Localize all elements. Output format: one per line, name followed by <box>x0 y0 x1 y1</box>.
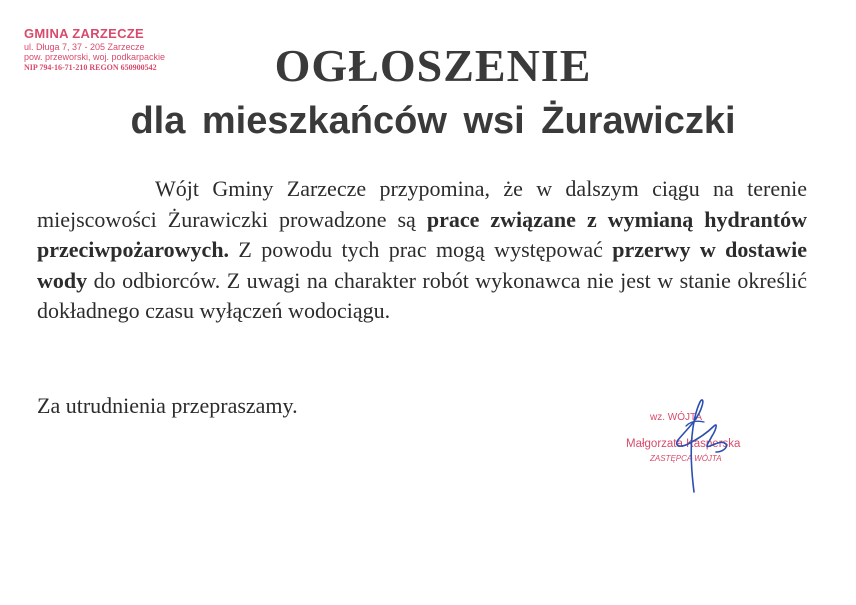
body-bold-interruptions: przerwy w dostawie wody <box>37 237 807 293</box>
handwritten-signature <box>656 396 736 496</box>
body-text-part-3: do odbiorców. Z uwagi na charakter robót wykonawca nie jest w stanie określić dokładnego czasu wyłączeń wodociągu. <box>37 267 807 323</box>
body-text-part-1: Wójt Gminy Zarzecze przypomina, że w dalszym ciągu na terenie miejscowości Żurawiczki prowadzone są <box>37 176 807 232</box>
notice-subtitle: dla mieszkańców wsi Żurawiczki <box>130 100 736 142</box>
body-text-part-2: Z powodu tych prac mogą występować <box>229 237 613 262</box>
body-bold-works: prace związane z wymianą hydrantów przeciwpożarowych. <box>37 206 807 262</box>
stamp-registry: NIP 794-16-71-210 REGON 650900542 <box>24 63 157 72</box>
notice-title: OGŁOSZENIE <box>274 40 592 91</box>
closing-line: Za utrudnienia przepraszamy. <box>37 393 298 418</box>
stamp-region: pow. przeworski, woj. podkarpackie <box>24 52 166 62</box>
stamp-address: ul. Długa 7, 37 - 205 Zarzecze <box>24 42 145 52</box>
stamp-office-name: GMINA ZARZECZE <box>24 26 144 41</box>
signature-stamp-name: Małgorzata Kasperska <box>626 438 741 450</box>
signature-stamp-role: ZASTĘPCA WÓJTA <box>650 454 722 463</box>
signature-stamp-line1: wz. WÓJTA <box>650 412 703 423</box>
notice-body <box>37 174 807 327</box>
